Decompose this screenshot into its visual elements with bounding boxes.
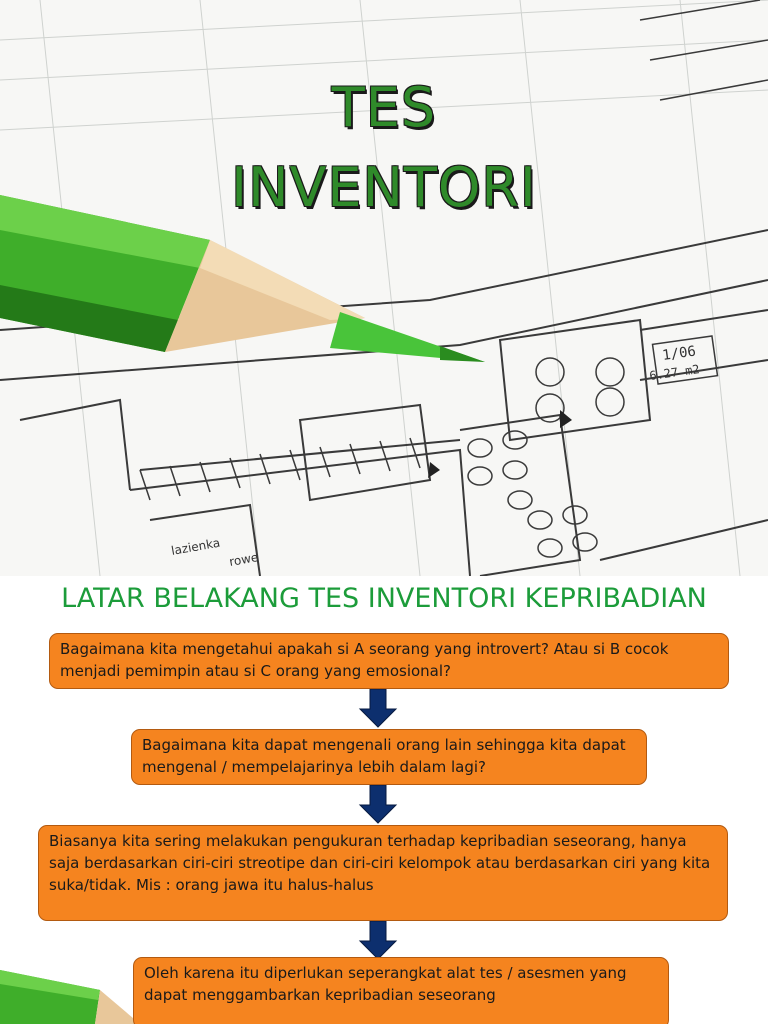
conclusion-box-4: Oleh karena itu diperlukan seperangkat alat tes / asesmen yang dapat menggambarkan kepribadian seseorang — [133, 957, 669, 1024]
title-line-2: INVENTORI — [231, 156, 537, 219]
blueprint-label-room: 1/06 — [661, 343, 697, 364]
blueprint-label-area: 6.27 m2 — [648, 362, 701, 383]
question-box-2: Bagaimana kita dapat mengenali orang lain sehingga kita dapat mengenal / mempelajarinya lebih dalam lagi? — [131, 729, 647, 785]
title-line-1: TES — [331, 76, 437, 139]
arrow-down-icon — [358, 785, 398, 825]
question-box-1: Bagaimana kita mengetahui apakah si A seorang yang introvert? Atau si B cocok menjadi pemimpin atau si C orang yang emosional? — [49, 633, 729, 689]
pencil-icon — [0, 195, 485, 362]
statement-box-3: Biasanya kita sering melakukan pengukuran terhadap kepribadian seseorang, hanya saja berdasarkan ciri-ciri streotipe dan ciri-ciri kelompok atau berdasarkan ciri yang kita suka/tidak. Mis : orang jawa itu halus-halus — [38, 825, 728, 921]
blueprint-label-lazienka: lazienka — [170, 535, 222, 558]
pencil-icon — [0, 960, 140, 1024]
blueprint-label-rowe: rowe — [228, 550, 260, 569]
arrow-down-icon — [358, 689, 398, 729]
content-slide — [0, 576, 768, 1024]
arrow-down-icon — [358, 921, 398, 961]
slide-heading: LATAR BELAKANG TES INVENTORI KEPRIBADIAN — [61, 584, 707, 614]
